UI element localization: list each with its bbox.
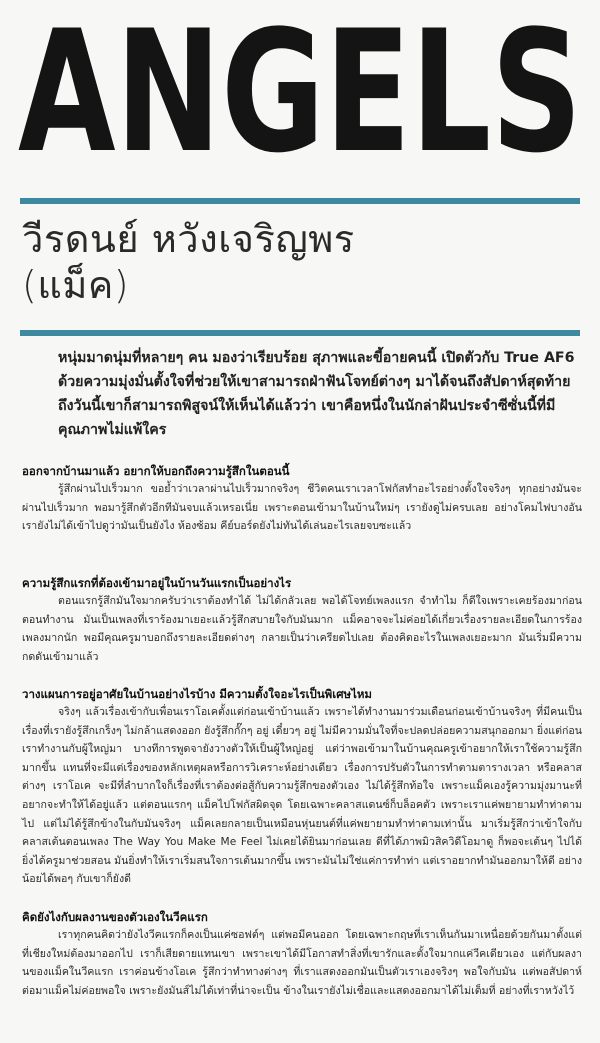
question-heading: วางแผนการอยู่อาศัยในบ้านอย่างไรบ้าง มีความตั้งใจอะไรเป็นพิเศษไหม [22, 687, 373, 701]
masthead-title: ANGELS [18, 4, 582, 166]
question-heading: ออกจากบ้านมาแล้ว อยากให้บอกถึงความรู้สึกในตอนนี้ [22, 464, 290, 478]
answer-text: เราทุกคนคิดว่ายังไงวีคแรกก็คงเป็นแค่ซอฟต์ๆ แต่พอมีคนออก โดยเฉพาะกฤษที่เราเห็นกันมาเหนื่อยด้วยกันมาตั้งแต่ที่เชียงใหม่ต้องมาออกไป เราก็เสียดายแทนเขา เพราะเขาได้มีโอกาสทำสิ่งที่เขารักและตั้งใจมากแค่วีคเดียวเอง แต่กับผลงานของแม็คในวีคแรก เราค่อนข้างโอเค รู้สึกว่าทำทางต่างๆ ที่เราแสดงออกมันเป็นตัวเราเองจริงๆ พอใจกับมัน แต่พอสัปดาห์ต่อมาแม็คไม่ค่อยพอใจ เพราะยังมันส์ไม่ได้เท่าที่น่าจะเป็น ข้างในเรายังไม่เชื่อและแสดงออกมาได้ไม่เต็มที่ อย่างที่เราหวังไว้ [22, 929, 582, 997]
question-heading: คิดยังไงกับผลงานของตัวเองในวีคแรก [22, 910, 208, 924]
answer-text: ตอนแรกรู้สึกมันใจมากครับว่าเราต้องทำได้ ไม่ได้กลัวเลย พอได้โจทย์เพลงแรก จำทำไม ก็ดีใจเพราะเคยร้องมาก่อนตอนทำงาน มันเป็นเพลงที่เราร้องมาเยอะแล้วรู้สึกสบายใจกับมันมาก แม็คอาจจะไม่ค่อยได้เกี่ยวเรื่องรายละเอียดในการร้องเพลงมากนัก พอมีคุณครูมาบอกถึงรายละเอียดต่างๆ กลายเป็นว่าเครียดไปเลย ต้องคิดอะไรในเพลงเยอะมาก มันเริ่มมีความกดดันเข้ามาแล้ว [22, 595, 582, 663]
qa-section-4 [22, 908, 582, 1000]
answer-text: จริงๆ แล้วเรื่องเข้ากับเพื่อนเราโอเคตั้งแต่ก่อนเข้าบ้านแล้ว เพราะได้ทำงานมาร่วมเดือนก่อนเข้าบ้านจริงๆ ที่มีคนเป็นเรื่องที่เรายังรู้สึกเกร็งๆ ไม่กล้าแสดงออก ยังรู้สึกกั๊กๆ อยู่ เดี๋ยวๆ อยู่ ไม่มีความมั่นใจที่จะปลดปล่อยความสนุกออกมา ยิ่งแต่ก่อนเราทำงานกับผู้ใหญ่มา บางทีการพูดจายังวางตัวให้เป็นผู้ใหญ่อยู่ แต่ว่าพอเข้ามาในบ้านคุณครูเข้าอยากให้เราใช้ความรู้สึกมากขึ้น แทนที่จะมีแต่เรื่องของหลักเหตุผลหรือการวิเคราะห์อย่างเดียว เรื่องการปรับตัวในการทำตามตารางเวลา หรือคลาสต่างๆ เราโอเค จะมีที่ลำบากใจก็เรื่องที่เราต้องต่อสู้กับความรู้สึกของตัวเอง ไม่ได้รู้สึกท้อใจ เพราะแม็คเองรู้ความมุ่งมานะที่อยากจะทำให้ได้อยู่แล้ว แต่ตอนแรกๆ แม็คไปโฟกัสผิดจุด โดยเฉพาะคลาสแดนซ์ก็บล็อคตัว เพราะเราแค่พยายามทำท่าตามไป แต่ไม่ได้รู้สึกข้างในกับมันจริงๆ แม็คเลยกลายเป็นเหมือนหุ่นยนต์ที่แค่พยายามทำท่าตามเท่านั้น มาเริ่มรู้สึกว่าเข้าใจกับคลาสเต้นตอนเพลง The Way You Make Me Feel ไม่เคยได้ยินมาก่อนเลย ดีที่ได้ภาพมิวสิควิดีโอมาดู ก็พอจะเต้นๆ ไปได้ ยิ่งได้ครูมาช่วยสอน มันยิ่งทำให้เราเริ่มสนใจการเต้นมากขึ้น เพราะมันไม่ใช่แค่การทำท่า แต่เราอยากทำมันออกมาให้ดี อย่างน้อยได้พอๆ กับเขาก็ยังดี [22, 706, 582, 886]
intro-paragraph: หนุ่มมาดนุ่มที่หลายๆ คน มองว่าเรียบร้อย สุภาพและขี้อายคนนี้ เปิดตัวกับ True AF6 ด้วยความมุ่งมั่นตั้งใจที่ช่วยให้เขาสามารถฝ่าฟันโจทย์ต่างๆ มาได้จนถึงสัปดาห์สุดท้าย ถึงวันนี้เขาก็สามารถพิสูจน์ให้เห็นได้แล้วว่า เขาคือหนึ่งในนักล่าฝันประจำซีซั่นนี้ที่มีคุณภาพไม่แพ้ใคร [58, 350, 575, 438]
interviewee-name [22, 216, 582, 308]
name-line-2: (แม็ค) [22, 263, 130, 307]
masthead [14, 4, 586, 166]
qa-section-3 [22, 685, 582, 889]
bottom-divider [20, 330, 580, 336]
qa-section-1 [22, 462, 582, 536]
name-line-1: วีรดนย์ หวังเจริญพร [22, 217, 355, 261]
question-heading: ความรู้สึกแรกที่ต้องเข้ามาอยู่ในบ้านวันแรกเป็นอย่างไร [22, 576, 292, 590]
answer-text: รู้สึกผ่านไปเร็วมาก ขอย้ำว่าเวลาผ่านไปเร็วมากจริงๆ ชีวิตคนเราเวลาโฟกัสทำอะไรอย่างตั้งใจจริงๆ ทุกอย่างมันจะผ่านไปเร็วมาก พอมารู้สึกตัวอีกทีมันจบแล้วเหรอเนี่ย เพราะตอนเข้ามาในบ้านใหม่ๆ เรายังดูไม่ครบเลย อย่างโคมไฟบางอันเรายังไม่ได้เข้าไปดูว่ามันเป็นยังไง ห้องซ้อม คีย์บอร์ดยังไม่ทันได้เล่นอะไรเลยจบซะแล้ว [22, 483, 582, 533]
masthead-title-graphic [14, 4, 586, 166]
top-divider [20, 198, 580, 204]
qa-section-2 [22, 574, 582, 666]
